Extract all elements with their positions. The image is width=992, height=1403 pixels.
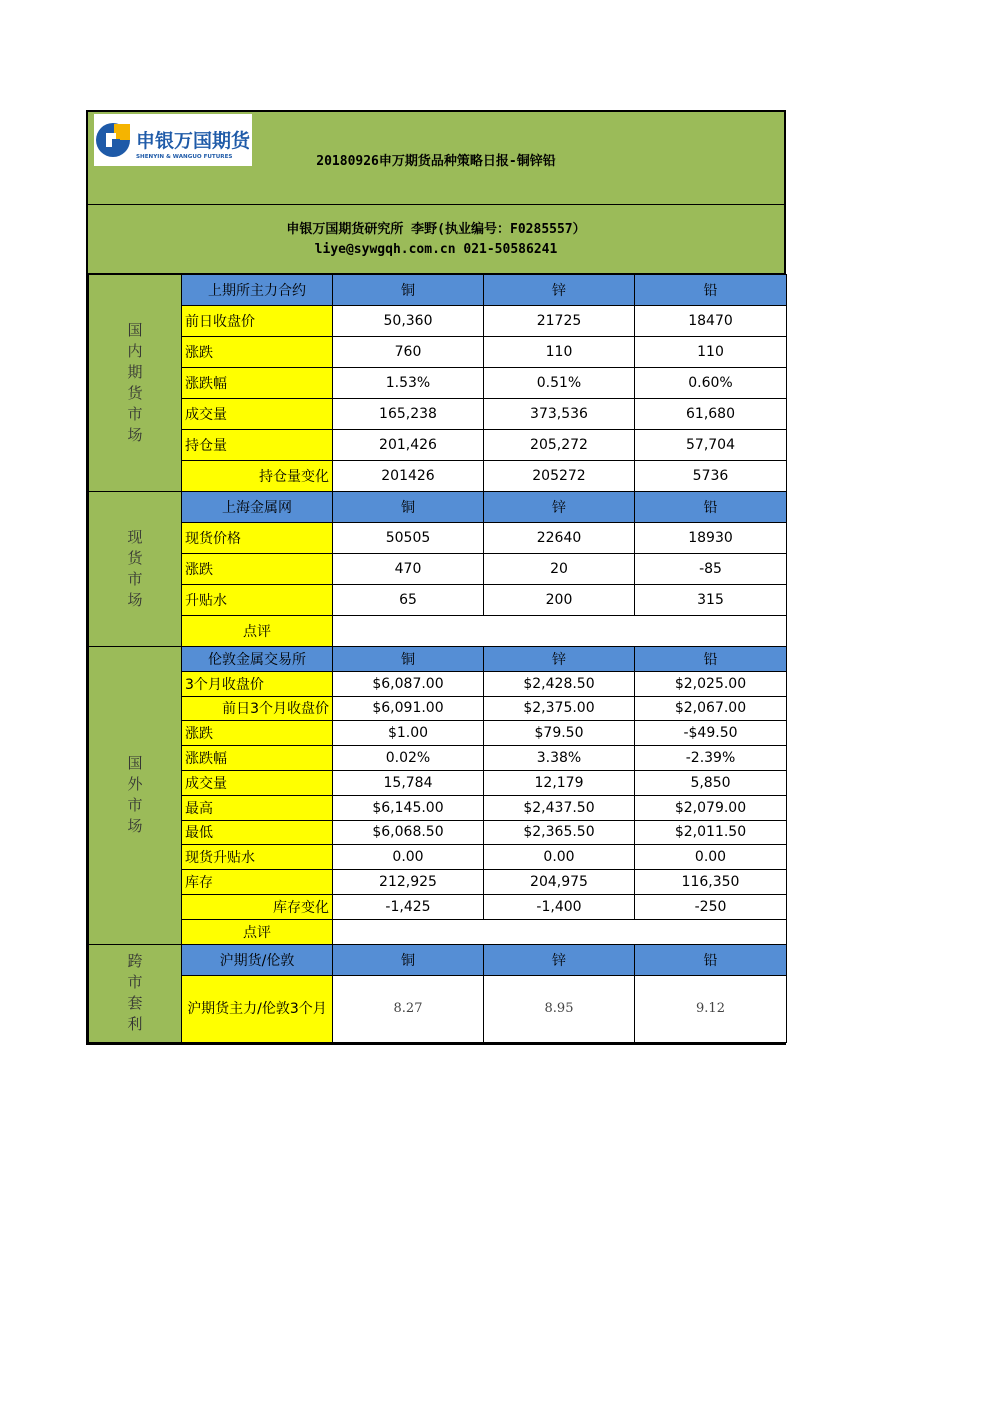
table-row (89, 671, 787, 696)
header-metal: 铅 (635, 492, 787, 523)
header-exchange: 上期所主力合约 (182, 275, 333, 306)
value-cell: 0.60% (635, 368, 787, 399)
table-row (89, 746, 787, 771)
header-metal: 铅 (635, 944, 787, 975)
header-metal: 锌 (484, 944, 635, 975)
report-sheet (86, 110, 786, 1045)
table-row (89, 554, 787, 585)
table-row (89, 647, 787, 672)
value-cell: 65 (333, 585, 484, 616)
value-cell: 470 (333, 554, 484, 585)
table-row (89, 975, 787, 1042)
row-label: 涨跌 (182, 721, 333, 746)
value-cell: 20 (484, 554, 635, 585)
section-domestic: 国内期货市场 (89, 275, 182, 492)
section-foreign: 国外市场 (89, 647, 182, 945)
row-label: 涨跌幅 (182, 746, 333, 771)
table-row (89, 306, 787, 337)
row-label: 涨跌幅 (182, 368, 333, 399)
value-cell: 1.53% (333, 368, 484, 399)
header-exchange: 沪期货/伦敦 (182, 944, 333, 975)
svg-text:SHENYIN & WANGUO FUTURES: SHENYIN & WANGUO FUTURES (136, 154, 233, 160)
row-label: 3个月收盘价 (182, 671, 333, 696)
data-table (88, 274, 787, 1043)
value-cell: 8.27 (333, 975, 484, 1042)
value-cell: 9.12 (635, 975, 787, 1042)
value-cell: 0.51% (484, 368, 635, 399)
value-cell: 0.00 (635, 845, 787, 870)
value-cell: $6,087.00 (333, 671, 484, 696)
header-metal: 铅 (635, 275, 787, 306)
row-label: 成交量 (182, 770, 333, 795)
row-label: 现货升贴水 (182, 845, 333, 870)
header-metal: 铜 (333, 492, 484, 523)
report-title: 20180926申万期货品种策略日报-铜锌铅 (316, 154, 556, 169)
row-label: 持仓量 (182, 430, 333, 461)
value-cell: 201426 (333, 461, 484, 492)
value-cell: $79.50 (484, 721, 635, 746)
value-cell: 373,536 (484, 399, 635, 430)
author-contact: liye@sywgqh.com.cn 021-50586241 (314, 242, 558, 257)
table-row (89, 919, 787, 944)
table-row (89, 399, 787, 430)
value-cell: 205272 (484, 461, 635, 492)
value-cell: $2,079.00 (635, 795, 787, 820)
value-cell: 15,784 (333, 770, 484, 795)
value-cell: 315 (635, 585, 787, 616)
value-cell: $2,437.50 (484, 795, 635, 820)
value-cell: -2.39% (635, 746, 787, 771)
value-cell: 21725 (484, 306, 635, 337)
comment-cell (333, 919, 787, 944)
value-cell: 110 (484, 337, 635, 368)
table-row (89, 368, 787, 399)
value-cell: -250 (635, 894, 787, 919)
value-cell: $2,375.00 (484, 696, 635, 721)
table-row (89, 585, 787, 616)
table-row (89, 696, 787, 721)
value-cell: 50505 (333, 523, 484, 554)
header-exchange: 上海金属网 (182, 492, 333, 523)
table-row (89, 275, 787, 306)
row-label: 最低 (182, 820, 333, 845)
row-label: 成交量 (182, 399, 333, 430)
value-cell: 61,680 (635, 399, 787, 430)
author-info (88, 205, 784, 274)
table-row (89, 616, 787, 647)
row-label: 最高 (182, 795, 333, 820)
value-cell: 8.95 (484, 975, 635, 1042)
svg-text:申银万国期货: 申银万国期货 (136, 130, 251, 152)
row-label: 沪期货主力/伦敦3个月 (182, 975, 333, 1042)
header-metal: 锌 (484, 275, 635, 306)
value-cell: $6,068.50 (333, 820, 484, 845)
value-cell: 5,850 (635, 770, 787, 795)
value-cell: 5736 (635, 461, 787, 492)
table-row (89, 523, 787, 554)
value-cell: 0.02% (333, 746, 484, 771)
report-header (88, 112, 784, 205)
value-cell: $2,067.00 (635, 696, 787, 721)
value-cell: 212,925 (333, 870, 484, 895)
value-cell: -85 (635, 554, 787, 585)
value-cell: $2,011.50 (635, 820, 787, 845)
header-metal: 铅 (635, 647, 787, 672)
row-label: 持仓量变化 (182, 461, 333, 492)
row-label: 前日收盘价 (182, 306, 333, 337)
value-cell: $2,025.00 (635, 671, 787, 696)
header-metal: 锌 (484, 647, 635, 672)
value-cell: 12,179 (484, 770, 635, 795)
value-cell: 18930 (635, 523, 787, 554)
table-row (89, 337, 787, 368)
value-cell: 205,272 (484, 430, 635, 461)
comment-label: 点评 (182, 919, 333, 944)
header-exchange: 伦敦金属交易所 (182, 647, 333, 672)
section-arbitrage: 跨市套利 (89, 944, 182, 1042)
value-cell: 0.00 (333, 845, 484, 870)
row-label: 库存变化 (182, 894, 333, 919)
header-metal: 铜 (333, 944, 484, 975)
table-row (89, 430, 787, 461)
table-row (89, 944, 787, 975)
row-label: 涨跌 (182, 554, 333, 585)
section-spot: 现货市场 (89, 492, 182, 647)
value-cell: 110 (635, 337, 787, 368)
row-label: 涨跌 (182, 337, 333, 368)
value-cell: $1.00 (333, 721, 484, 746)
table-row (89, 820, 787, 845)
table-row (89, 845, 787, 870)
table-row (89, 721, 787, 746)
value-cell: -$49.50 (635, 721, 787, 746)
table-row (89, 894, 787, 919)
header-metal: 铜 (333, 275, 484, 306)
value-cell: 760 (333, 337, 484, 368)
header-metal: 锌 (484, 492, 635, 523)
table-row (89, 770, 787, 795)
header-metal: 铜 (333, 647, 484, 672)
row-label: 升贴水 (182, 585, 333, 616)
value-cell: 50,360 (333, 306, 484, 337)
value-cell: 0.00 (484, 845, 635, 870)
row-label: 前日3个月收盘价 (182, 696, 333, 721)
value-cell: -1,400 (484, 894, 635, 919)
value-cell: 22640 (484, 523, 635, 554)
value-cell: $2,365.50 (484, 820, 635, 845)
row-label: 库存 (182, 870, 333, 895)
author-name: 申银万国期货研究所 李野(执业编号：F0285557） (286, 222, 586, 237)
value-cell: 204,975 (484, 870, 635, 895)
table-row (89, 870, 787, 895)
comment-cell (333, 616, 787, 647)
value-cell: $2,428.50 (484, 671, 635, 696)
value-cell: 57,704 (635, 430, 787, 461)
value-cell: 116,350 (635, 870, 787, 895)
table-row (89, 461, 787, 492)
comment-label: 点评 (182, 616, 333, 647)
row-label: 现货价格 (182, 523, 333, 554)
table-row (89, 492, 787, 523)
value-cell: $6,145.00 (333, 795, 484, 820)
value-cell: 201,426 (333, 430, 484, 461)
table-row (89, 795, 787, 820)
value-cell: -1,425 (333, 894, 484, 919)
value-cell: 18470 (635, 306, 787, 337)
value-cell: 200 (484, 585, 635, 616)
value-cell: 3.38% (484, 746, 635, 771)
value-cell: $6,091.00 (333, 696, 484, 721)
value-cell: 165,238 (333, 399, 484, 430)
